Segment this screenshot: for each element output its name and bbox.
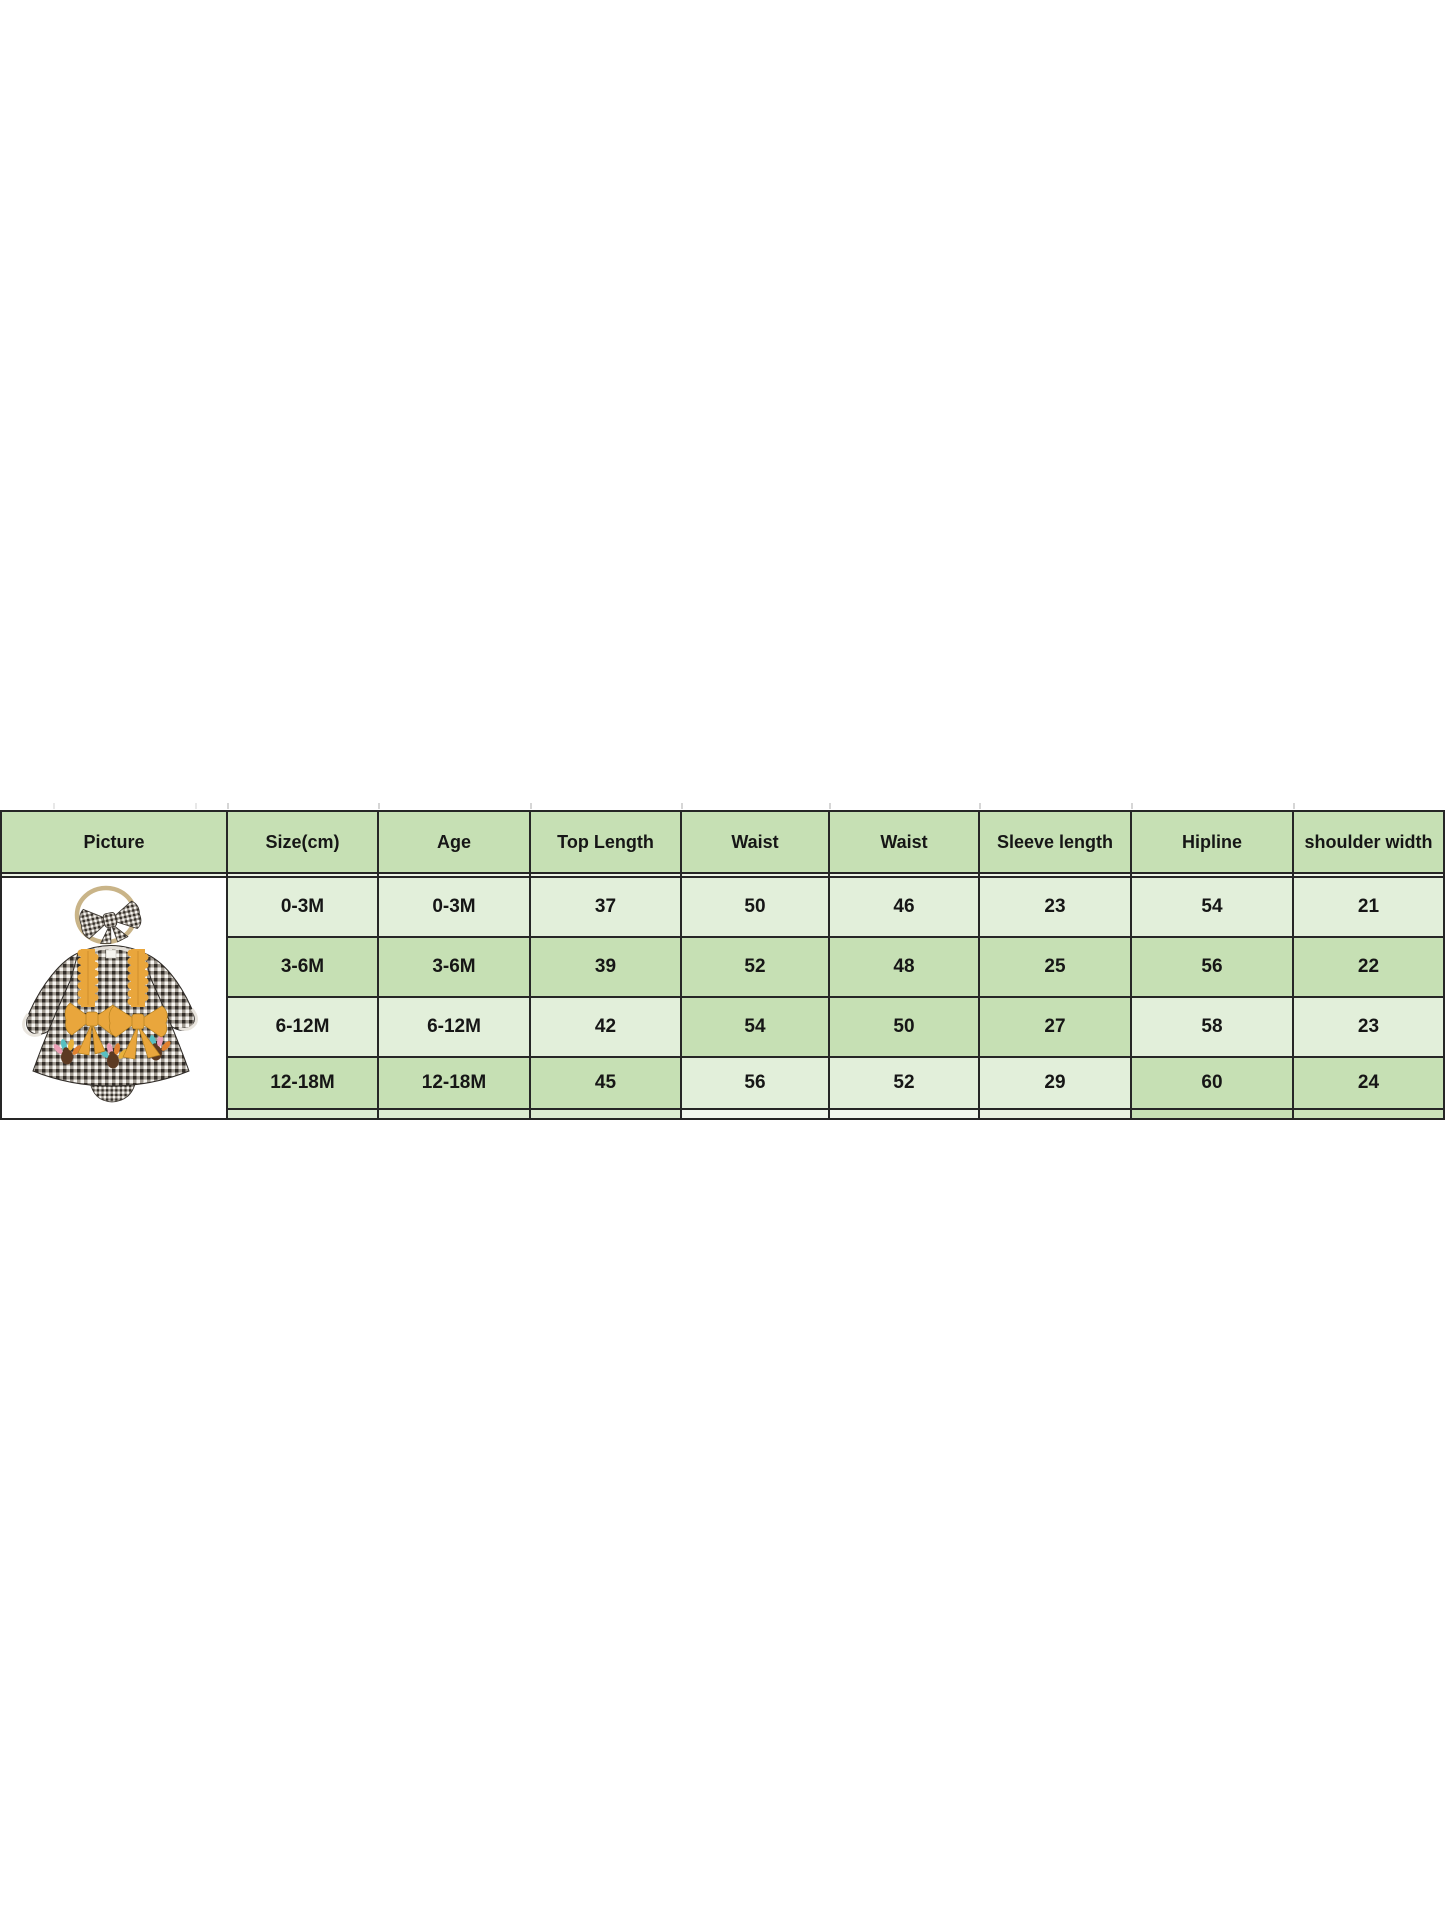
cell-row1-age: 0-3M bbox=[379, 878, 531, 938]
grid-artifact-tick bbox=[979, 803, 981, 809]
cell-row2-waist-1: 52 bbox=[682, 938, 830, 998]
headband-bow bbox=[78, 898, 145, 949]
partial-row-cell bbox=[1132, 1110, 1294, 1118]
cell-row3-size: 6-12M bbox=[228, 998, 379, 1058]
cell-row2-size: 3-6M bbox=[228, 938, 379, 998]
cell-row4-hipline: 60 bbox=[1132, 1058, 1294, 1110]
col-header-shoulder-width: shoulder width bbox=[1294, 812, 1443, 874]
neck-tag bbox=[106, 950, 116, 958]
partial-row-cell bbox=[980, 1110, 1132, 1118]
cell-row3-hipline: 58 bbox=[1132, 998, 1294, 1058]
col-header-sleeve-length: Sleeve length bbox=[980, 812, 1132, 874]
cell-row1-shoulder-width: 21 bbox=[1294, 878, 1443, 938]
col-header-waist-1: Waist bbox=[682, 812, 830, 874]
cell-row3-age: 6-12M bbox=[379, 998, 531, 1058]
partial-row-cell bbox=[531, 1110, 682, 1118]
col-header-age: Age bbox=[379, 812, 531, 874]
headband bbox=[77, 888, 145, 949]
cell-row1-hipline: 54 bbox=[1132, 878, 1294, 938]
grid-artifact-tick bbox=[195, 803, 197, 809]
cell-row2-waist-2: 48 bbox=[830, 938, 980, 998]
grid-artifact-tick bbox=[530, 803, 532, 809]
cell-row4-waist-1: 56 bbox=[682, 1058, 830, 1110]
cell-row4-shoulder-width: 24 bbox=[1294, 1058, 1443, 1110]
partial-row-cell bbox=[379, 1110, 531, 1118]
cell-row4-waist-2: 52 bbox=[830, 1058, 980, 1110]
cell-row2-age: 3-6M bbox=[379, 938, 531, 998]
partial-row-cell bbox=[830, 1110, 980, 1118]
col-header-hipline: Hipline bbox=[1132, 812, 1294, 874]
grid-artifact-tick bbox=[1293, 803, 1295, 809]
cell-row3-sleeve-length: 27 bbox=[980, 998, 1132, 1058]
product-image bbox=[14, 873, 214, 1113]
cell-row3-top-length: 42 bbox=[531, 998, 682, 1058]
size-chart-table bbox=[0, 810, 1445, 1120]
cell-row3-shoulder-width: 23 bbox=[1294, 998, 1443, 1058]
grid-artifact-tick bbox=[829, 803, 831, 809]
cell-row2-shoulder-width: 22 bbox=[1294, 938, 1443, 998]
cell-row2-sleeve-length: 25 bbox=[980, 938, 1132, 998]
grid-artifact-tick bbox=[681, 803, 683, 809]
cell-row1-sleeve-length: 23 bbox=[980, 878, 1132, 938]
grid-artifact-tick bbox=[378, 803, 380, 809]
cell-row4-size: 12-18M bbox=[228, 1058, 379, 1110]
partial-row-cell bbox=[682, 1110, 830, 1118]
cell-row3-waist-2: 50 bbox=[830, 998, 980, 1058]
partial-row-cell bbox=[1294, 1110, 1443, 1118]
cell-row2-top-length: 39 bbox=[531, 938, 682, 998]
cell-row1-waist-2: 46 bbox=[830, 878, 980, 938]
cell-row2-hipline: 56 bbox=[1132, 938, 1294, 998]
cell-row1-top-length: 37 bbox=[531, 878, 682, 938]
col-header-picture: Picture bbox=[2, 812, 228, 874]
grid-artifact-tick bbox=[53, 803, 55, 809]
col-header-waist-2: Waist bbox=[830, 812, 980, 874]
col-header-top-length: Top Length bbox=[531, 812, 682, 874]
grid-artifact-tick bbox=[227, 803, 229, 809]
cell-row4-age: 12-18M bbox=[379, 1058, 531, 1110]
partial-row-cell bbox=[228, 1110, 379, 1118]
cell-row1-waist-1: 50 bbox=[682, 878, 830, 938]
product-photo-cell bbox=[2, 878, 228, 1118]
cell-row4-top-length: 45 bbox=[531, 1058, 682, 1110]
col-header-size: Size(cm) bbox=[228, 812, 379, 874]
cell-row4-sleeve-length: 29 bbox=[980, 1058, 1132, 1110]
grid-artifact-tick bbox=[1131, 803, 1133, 809]
cell-row3-waist-1: 54 bbox=[682, 998, 830, 1058]
cell-row1-size: 0-3M bbox=[228, 878, 379, 938]
